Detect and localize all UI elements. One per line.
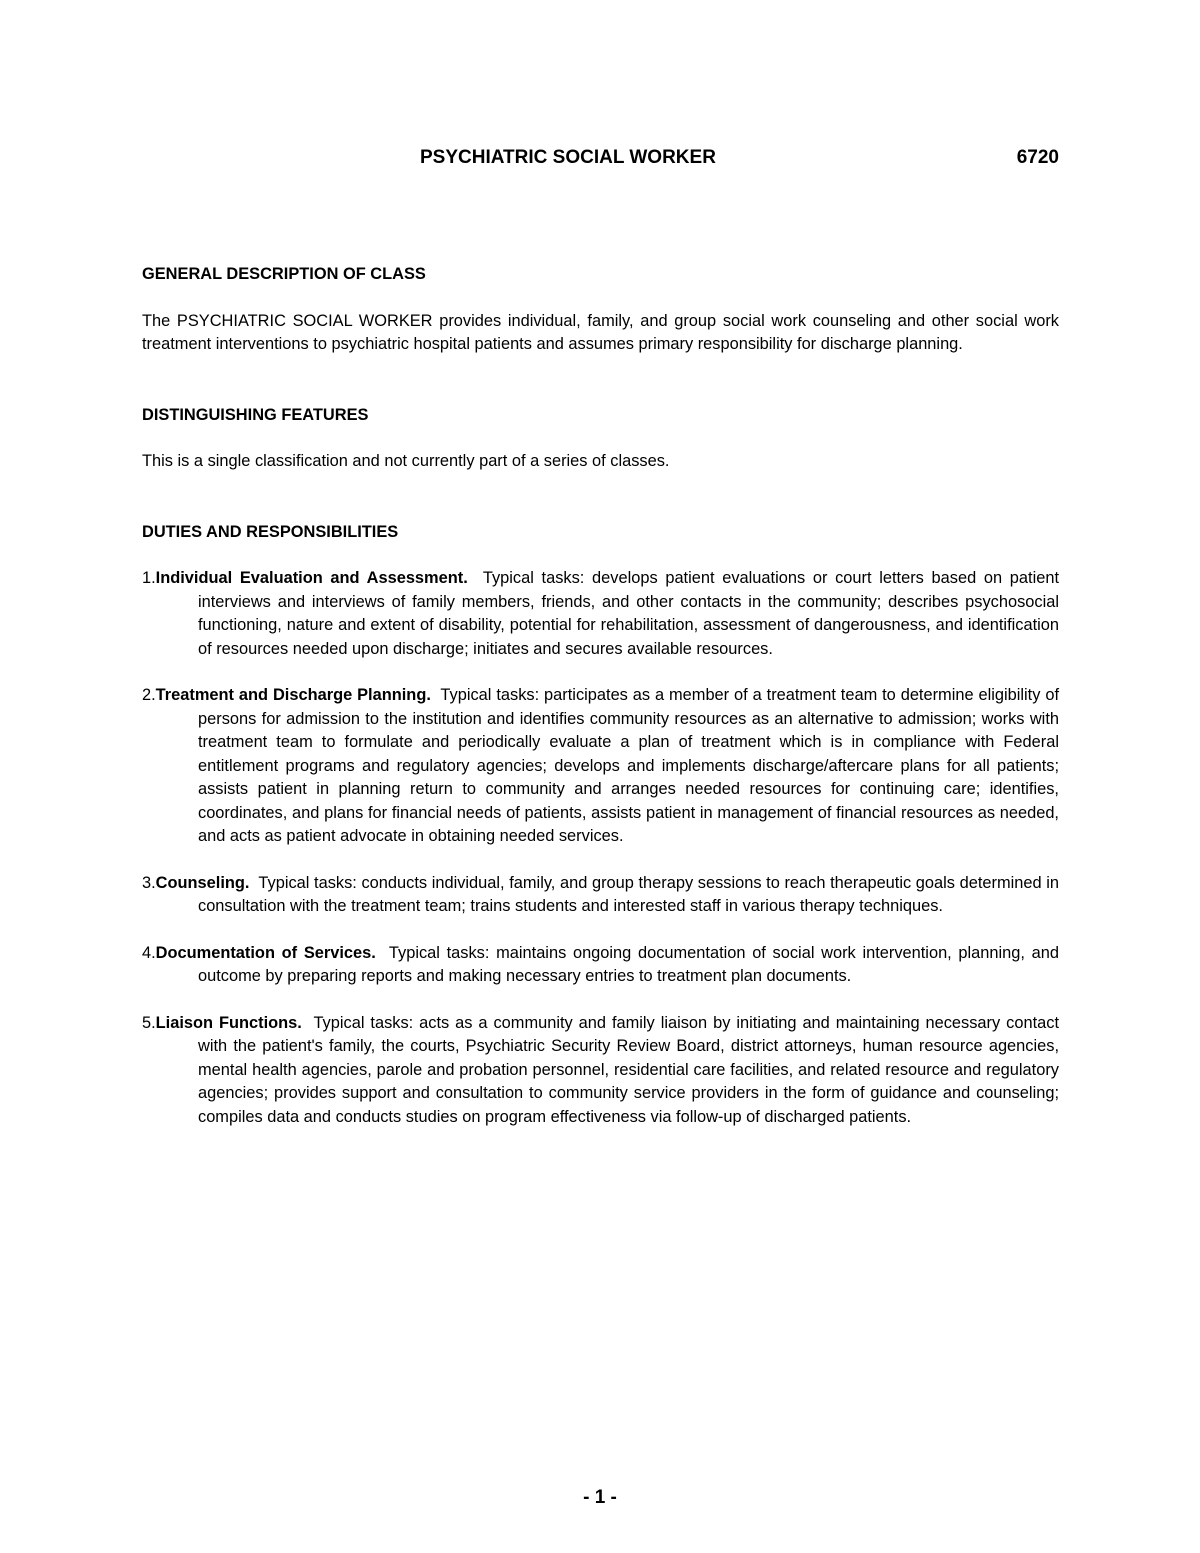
duty-number: 4.: [142, 943, 156, 962]
duty-title: Counseling.: [155, 873, 250, 892]
duty-item: [142, 872, 1059, 919]
page-number: - 1 -: [583, 1487, 617, 1508]
duty-item: [142, 1012, 1059, 1130]
duty-title: Individual Evaluation and Assessment.: [155, 569, 468, 587]
distinguishing-features-heading: DISTINGUISHING FEATURES: [142, 405, 369, 424]
duty-title: Documentation of Services.: [155, 943, 376, 962]
duty-title: Treatment and Discharge Planning.: [155, 686, 431, 704]
duty-text: Typical tasks: acts as a community and family liaison by initiating and maintaining necessary contact with the patient's family, the courts, Psychiatric Security Review Board, district attorneys, human resource agencies, mental health agencies, parole and probation personnel, residential care facilities, and related resource and regulatory agencies; provides support and consultation to community service providers in the form of guidance and counseling; compiles data and conducts studies on program effectiveness via follow-up of discharged patients.: [198, 1013, 1059, 1126]
duty-number: 1.: [142, 569, 156, 587]
duty-number: 2.: [142, 686, 156, 704]
document-title: PSYCHIATRIC SOCIAL WORKER: [420, 147, 716, 168]
duty-text: Typical tasks: conducts individual, family, and group therapy sessions to reach therapeutic goals determined in consultation with the treatment team; trains students and interested staff in various therapy techniques.: [198, 873, 1059, 915]
duty-item: [142, 567, 1059, 661]
duty-text: Typical tasks: participates as a member of a treatment team to determine eligibility of persons for admission to the institution and identifies community resources as an alternative to admission; works with treatment team to formulate and periodically evaluate a plan of treatment which is in compliance with Federal entitlement programs and regulatory agencies; develops and implements discharge/aftercare plans for all patients; assists patient in planning return to community and arranges needed resources for continuing care; identifies, coordinates, and plans for financial needs of patients, assists patient in management of financial resources as needed, and acts as patient advocate in obtaining needed services.: [198, 686, 1060, 845]
general-description-heading: GENERAL DESCRIPTION OF CLASS: [142, 265, 426, 283]
title-row: [142, 145, 1059, 171]
duty-text: Typical tasks: develops patient evaluations or court letters based on patient interviews and interviews of family members, friends, and other contacts in the community; describes psychosocial functioning, nature and extent of disability, potential for rehabilitation, assessment of dangerousness, and identification of resources needed upon discharge; initiates and secures available resources.: [198, 569, 1059, 658]
document-body: [142, 263, 1059, 1129]
general-description-text: The PSYCHIATRIC SOCIAL WORKER provides individual, family, and group social work counseling and other social work treatment interventions to psychiatric hospital patients and assumes primary responsibility for discharge planning.: [142, 311, 1059, 353]
class-code: 6720: [1016, 147, 1059, 168]
duty-text: Typical tasks: maintains ongoing documentation of social work intervention, planning, and outcome by preparing reports and making necessary entries to treatment plan documents.: [198, 943, 1059, 985]
duty-item: [142, 684, 1059, 849]
duty-title: Liaison Functions.: [155, 1013, 302, 1032]
duty-number: 5.: [142, 1013, 156, 1032]
duties-heading: DUTIES AND RESPONSIBILITIES: [142, 522, 399, 541]
duty-number: 3.: [142, 873, 156, 892]
distinguishing-features-text: This is a single classification and not currently part of a series of classes.: [142, 452, 670, 470]
duty-item: [142, 942, 1059, 989]
